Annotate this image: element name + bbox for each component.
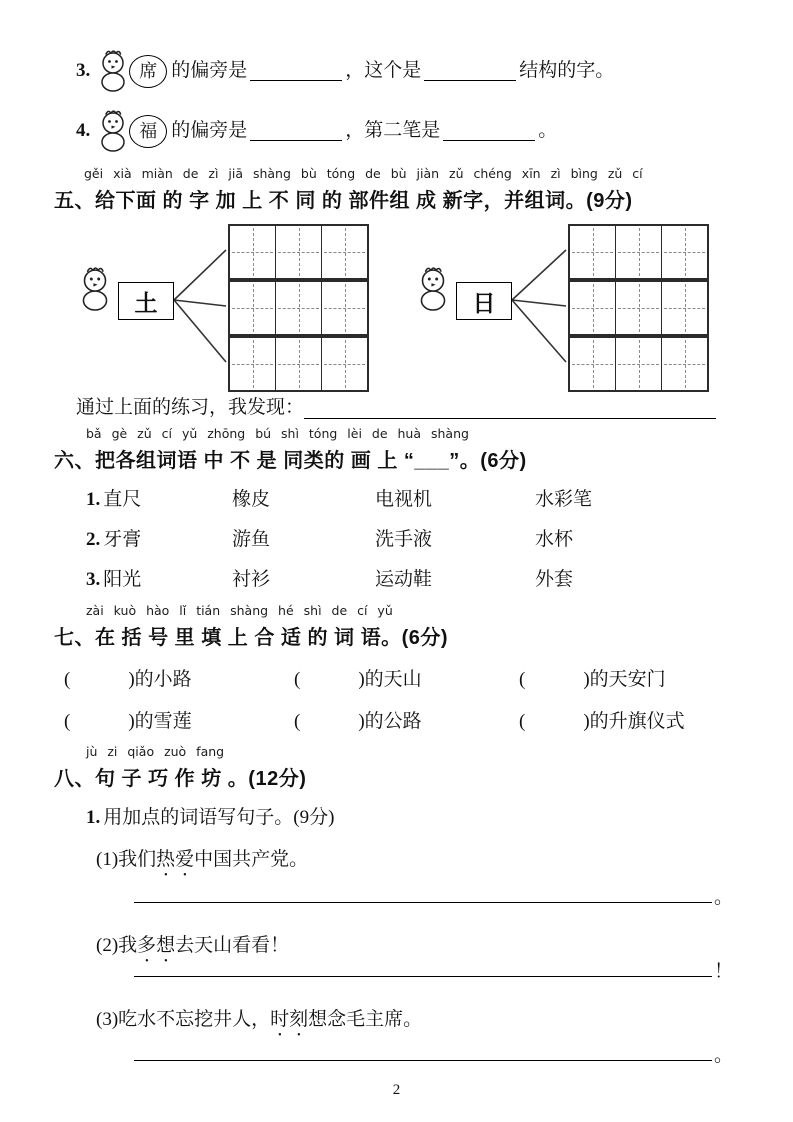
section-6-title: 六、把各组词语 中 不 是 同类的 画 上 “___”。(6分) [54, 450, 527, 472]
target-character-oval: 席 [129, 55, 167, 88]
emphasized-word: 多想 [137, 935, 176, 956]
answer-blank[interactable] [424, 61, 516, 81]
question-3-number: 3. [76, 59, 91, 81]
answer-blank[interactable] [134, 878, 712, 903]
tian-grid-cell[interactable] [276, 226, 322, 278]
word-item: 电视机 [375, 489, 433, 510]
word-item: 洗手液 [375, 529, 433, 550]
writing-grid-row [568, 224, 709, 280]
fill-phrase: ( )的天安门 [519, 669, 666, 690]
tian-grid-cell[interactable] [230, 338, 276, 390]
row-number: 2. [86, 529, 101, 550]
end-punctuation: 。 [714, 887, 734, 908]
tian-grid-cell[interactable] [616, 226, 662, 278]
fill-phrase: ( )的公路 [294, 711, 422, 732]
tian-grid-cell[interactable] [616, 338, 662, 390]
tian-grid-cell[interactable] [276, 282, 322, 334]
mascot-chick-icon [74, 264, 116, 314]
word-item: 外套 [535, 569, 574, 590]
base-character-box: 日 [456, 282, 512, 320]
discover-line [76, 392, 716, 419]
answer-blank[interactable] [134, 1036, 712, 1061]
question-3-text-2: ，这个是 [345, 59, 422, 81]
word-item: 水杯 [535, 529, 574, 550]
end-punctuation: 。 [714, 1045, 734, 1066]
sentence-1: (1)我们热爱中国共产党。 [96, 849, 309, 870]
answer-line [134, 952, 733, 983]
base-character-box: 土 [118, 282, 174, 320]
answer-blank[interactable] [443, 121, 535, 141]
question-3-text-3: 结构的字。 [519, 59, 615, 81]
word-item: 阳光 [103, 569, 142, 590]
tian-grid-cell[interactable] [230, 282, 276, 334]
section-5-diagram [0, 218, 793, 394]
sub-question-text: 用加点的词语写句子。(9分) [103, 807, 335, 828]
section-7-title: 七、在 括 号 里 填 上 合 适 的 词 语。(6分) [54, 627, 449, 649]
fill-phrase: ( )的雪莲 [64, 711, 192, 732]
fill-phrase: ( )的小路 [64, 669, 192, 690]
fill-phrase-row [64, 706, 685, 733]
word-item: 橡皮 [232, 489, 271, 510]
section-5-title: 五、给下面 的 字 加 上 不 同 的 部件组 成 新字，并组词。(9分) [54, 190, 633, 212]
question-4-text-3: 。 [538, 119, 558, 141]
answer-blank[interactable] [134, 952, 712, 977]
tian-grid-cell[interactable] [570, 226, 616, 278]
section-6-pinyin: bǎ gè zǔ cí yǔ zhōng bú shì tóng lèi de huà shàng [86, 426, 469, 441]
word-item: 直尺 [103, 489, 142, 510]
question-3-text-1: 的偏旁是 [171, 59, 248, 81]
tian-grid-cell[interactable] [570, 282, 616, 334]
sub-question-number: 1. [86, 807, 101, 828]
tian-grid-cell[interactable] [322, 226, 367, 278]
tian-grid-cell[interactable] [322, 338, 367, 390]
word-item: 水彩笔 [535, 489, 593, 510]
tian-grid-cell[interactable] [230, 226, 276, 278]
answer-blank[interactable] [250, 61, 342, 81]
mascot-chick-icon [93, 108, 133, 154]
answer-blank[interactable] [250, 121, 342, 141]
word-item: 衬衫 [232, 569, 271, 590]
discover-label: 通过上面的练习，我发现： [76, 397, 305, 418]
question-4-line [76, 108, 557, 154]
emphasized-word: 时刻 [270, 1009, 309, 1030]
page-number: 2 [392, 1082, 401, 1098]
word-item: 游鱼 [232, 529, 271, 550]
answer-line [134, 878, 733, 909]
row-number: 3. [86, 569, 101, 590]
section-5-pinyin: gěi xià miàn de zì jiā shàng bù tóng de bù jiàn zǔ chéng xīn zì bìng zǔ cí [84, 166, 643, 181]
target-character-oval: 福 [129, 115, 167, 148]
writing-grid-row [228, 280, 369, 336]
fill-phrase-row [64, 664, 666, 691]
emphasized-word: 热爱 [156, 849, 195, 870]
tian-grid-cell[interactable] [662, 282, 707, 334]
writing-grid-row [228, 336, 369, 392]
writing-grid-row [228, 224, 369, 280]
mascot-chick-icon [93, 48, 133, 94]
word-item: 运动鞋 [375, 569, 433, 590]
section-7-pinyin: zài kuò hào lǐ tián shàng hé shì de cí yǔ [86, 603, 393, 618]
word-group-row [86, 524, 573, 551]
word-item: 牙膏 [103, 529, 142, 550]
tian-grid-cell[interactable] [662, 338, 707, 390]
writing-grid-row [568, 336, 709, 392]
fill-phrase: ( )的天山 [294, 669, 422, 690]
tian-grid-cell[interactable] [570, 338, 616, 390]
tian-grid-cell[interactable] [322, 282, 367, 334]
tian-grid-cell[interactable] [662, 226, 707, 278]
mascot-chick-icon [412, 264, 454, 314]
question-3-line [76, 48, 614, 94]
tian-grid-cell[interactable] [616, 282, 662, 334]
sub-question-1 [86, 804, 334, 833]
question-4-number: 4. [76, 119, 91, 141]
question-4-text-2: ，第二笔是 [345, 119, 441, 141]
writing-grid-row [568, 280, 709, 336]
word-group-row [86, 564, 573, 591]
answer-line [134, 1036, 733, 1067]
row-number: 1. [86, 489, 101, 510]
tian-grid-cell[interactable] [276, 338, 322, 390]
end-punctuation: ！ [714, 961, 734, 982]
section-8-title: 八、句 子 巧 作 坊 。(12分) [54, 768, 307, 790]
word-group-row [86, 484, 592, 511]
sentence-2: (2)我多想去天山看看！ [96, 935, 290, 956]
question-4-text-1: 的偏旁是 [171, 119, 248, 141]
answer-blank[interactable] [304, 397, 716, 419]
fill-phrase: ( )的升旗仪式 [519, 711, 685, 732]
section-8-pinyin: jù zi qiǎo zuò fang [86, 744, 225, 759]
sentence-3: (3)吃水不忘挖井人，时刻想念毛主席。 [96, 1009, 423, 1030]
